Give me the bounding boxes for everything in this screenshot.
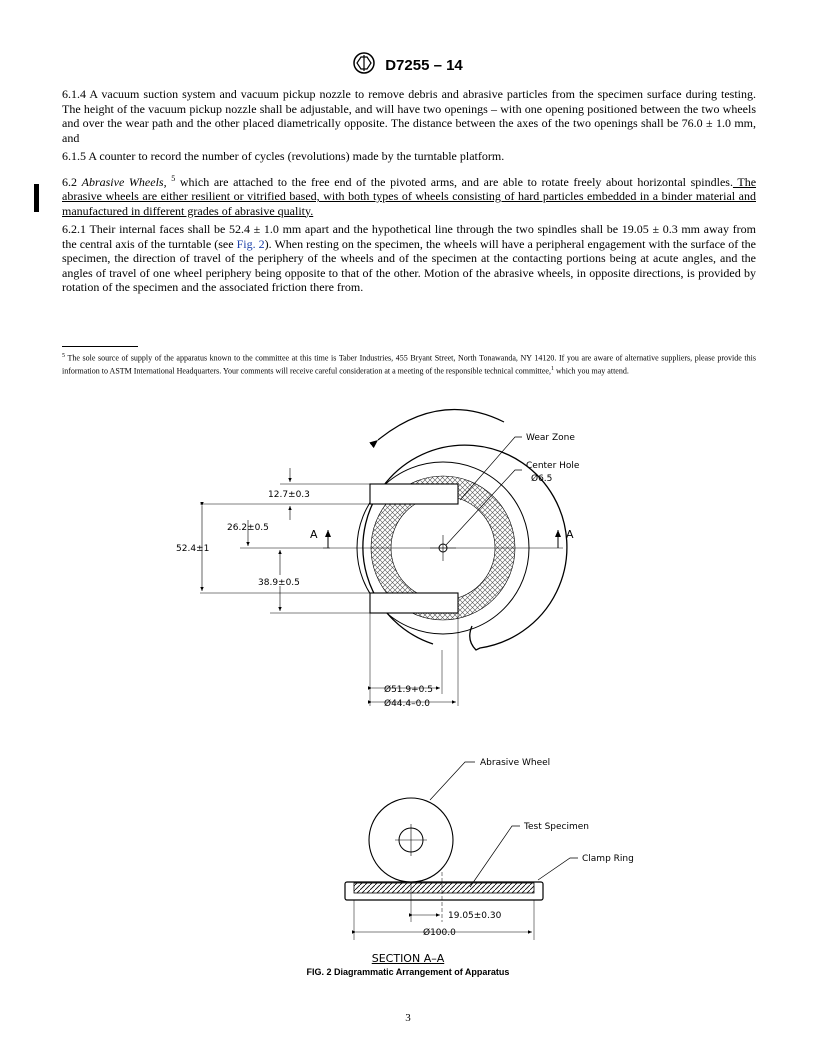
label-section-a-left: A — [310, 528, 318, 541]
label-dim-38-9: 38.9±0.5 — [258, 578, 300, 588]
paragraph-6-2-1-text-a: 6.2.1 Their internal faces shall be 52.4 ± 1.0 mm apart and the hypothetical line through the two spindles shall be 19.05 ± 0.3 mm away from the central axis of the turntable (see — [62, 222, 756, 251]
label-test-specimen: Test Specimen — [524, 822, 590, 832]
footnote-ref-5[interactable]: 5 — [171, 173, 176, 183]
label-dim-52-4: 52.4±1 — [176, 544, 210, 554]
label-dim-19-05: 19.05±0.30 — [448, 911, 502, 921]
label-abrasive-wheel: Abrasive Wheel — [480, 758, 551, 768]
section-title-text: SECTION A–A — [371, 952, 445, 965]
label-section-a-right: A — [566, 528, 574, 541]
footnote-text-a: The sole source of supply of the apparatus known to the committee at this time is Taber Industries, 455 Bryant Street, North Tonawanda, NY 14120. If you are aware of alternative suppliers, please provide this information to ASTM International Headquarters. Your comments will receive careful consideration at a meeting of the responsible technical committee, — [62, 353, 756, 376]
abrasive-wheel-top — [370, 484, 458, 504]
test-specimen-section — [354, 883, 534, 893]
footnote-mark: 5 — [62, 353, 65, 359]
paragraph-6-2-number: 6.2 — [62, 174, 82, 189]
label-dim-51-9: Ø51.9+0.5 — [384, 685, 433, 695]
rotation-arrow — [378, 410, 504, 440]
paragraph-6-2-revision: The abrasive wheels are either resilient or vitrified based, with both types of wheels consisting of hard particles embedded in a binder material and manufactured in different grades of abrasive quality. — [62, 174, 757, 218]
paragraph-6-1-5: 6.1.5 A counter to record the number of cycles (revolutions) made by the turntable platform. — [62, 149, 505, 163]
fig-2-link[interactable]: Fig. 2 — [236, 236, 265, 251]
section-view — [345, 758, 634, 940]
label-dim-44-4: Ø44.4–0.0 — [384, 699, 430, 709]
paragraph-6-2-1-text-b: ). When resting on the specimen, the wheels will have a peripheral engagement with the surface of the specimen, the direction of travel of the periphery of the wheels and of the specimen at the contacting portions being at acute angles, and the angles of travel of one wheel periphery being opposite to that of the other. Motion of the abrasive wheels, in opposite directions, is provided by rotation of the specimen and the associated friction there from. — [62, 236, 756, 294]
figure-caption: FIG. 2 Diagrammatic Arrangement of Apparatus — [306, 967, 510, 977]
label-wear-zone: Wear Zone — [526, 433, 575, 443]
top-view — [176, 410, 580, 709]
page-number: 3 — [405, 1012, 411, 1024]
label-center-hole: Center Hole — [526, 461, 580, 471]
label-dim-26-2: 26.2±0.5 — [227, 523, 269, 533]
label-clamp-ring: Clamp Ring — [582, 854, 634, 864]
section-title — [0, 952, 816, 965]
label-dim-12-7: 12.7±0.3 — [268, 490, 310, 500]
abrasive-wheels-term: Abrasive Wheels, — [81, 174, 167, 189]
footnote-sup-1[interactable]: 1 — [550, 365, 554, 372]
document-designation: D7255 – 14 — [385, 57, 463, 74]
paragraph-6-2-text: which are attached to the free end of the pivoted arms, and are able to rotate freely about horizontal spindles. — [175, 174, 733, 189]
footnote-text-b: which you may attend. — [553, 366, 629, 376]
paragraph-6-1-4: 6.1.4 A vacuum suction system and vacuum pickup nozzle to remove debris and abrasive particles from the specimen surface during testing. The height of the vacuum pickup nozzle shall be adjustable, and will have two openings – with one opening positioned between the two wheels and over the wear path and the other placed diametrically opposite. The distance between the axes of the two openings shall be 76.0 ± 1.0 mm, and — [62, 87, 756, 145]
abrasive-wheel-bottom — [370, 593, 458, 613]
label-dim-100: Ø100.0 — [423, 928, 456, 938]
label-center-hole-dia: Ø6.5 — [531, 474, 553, 484]
